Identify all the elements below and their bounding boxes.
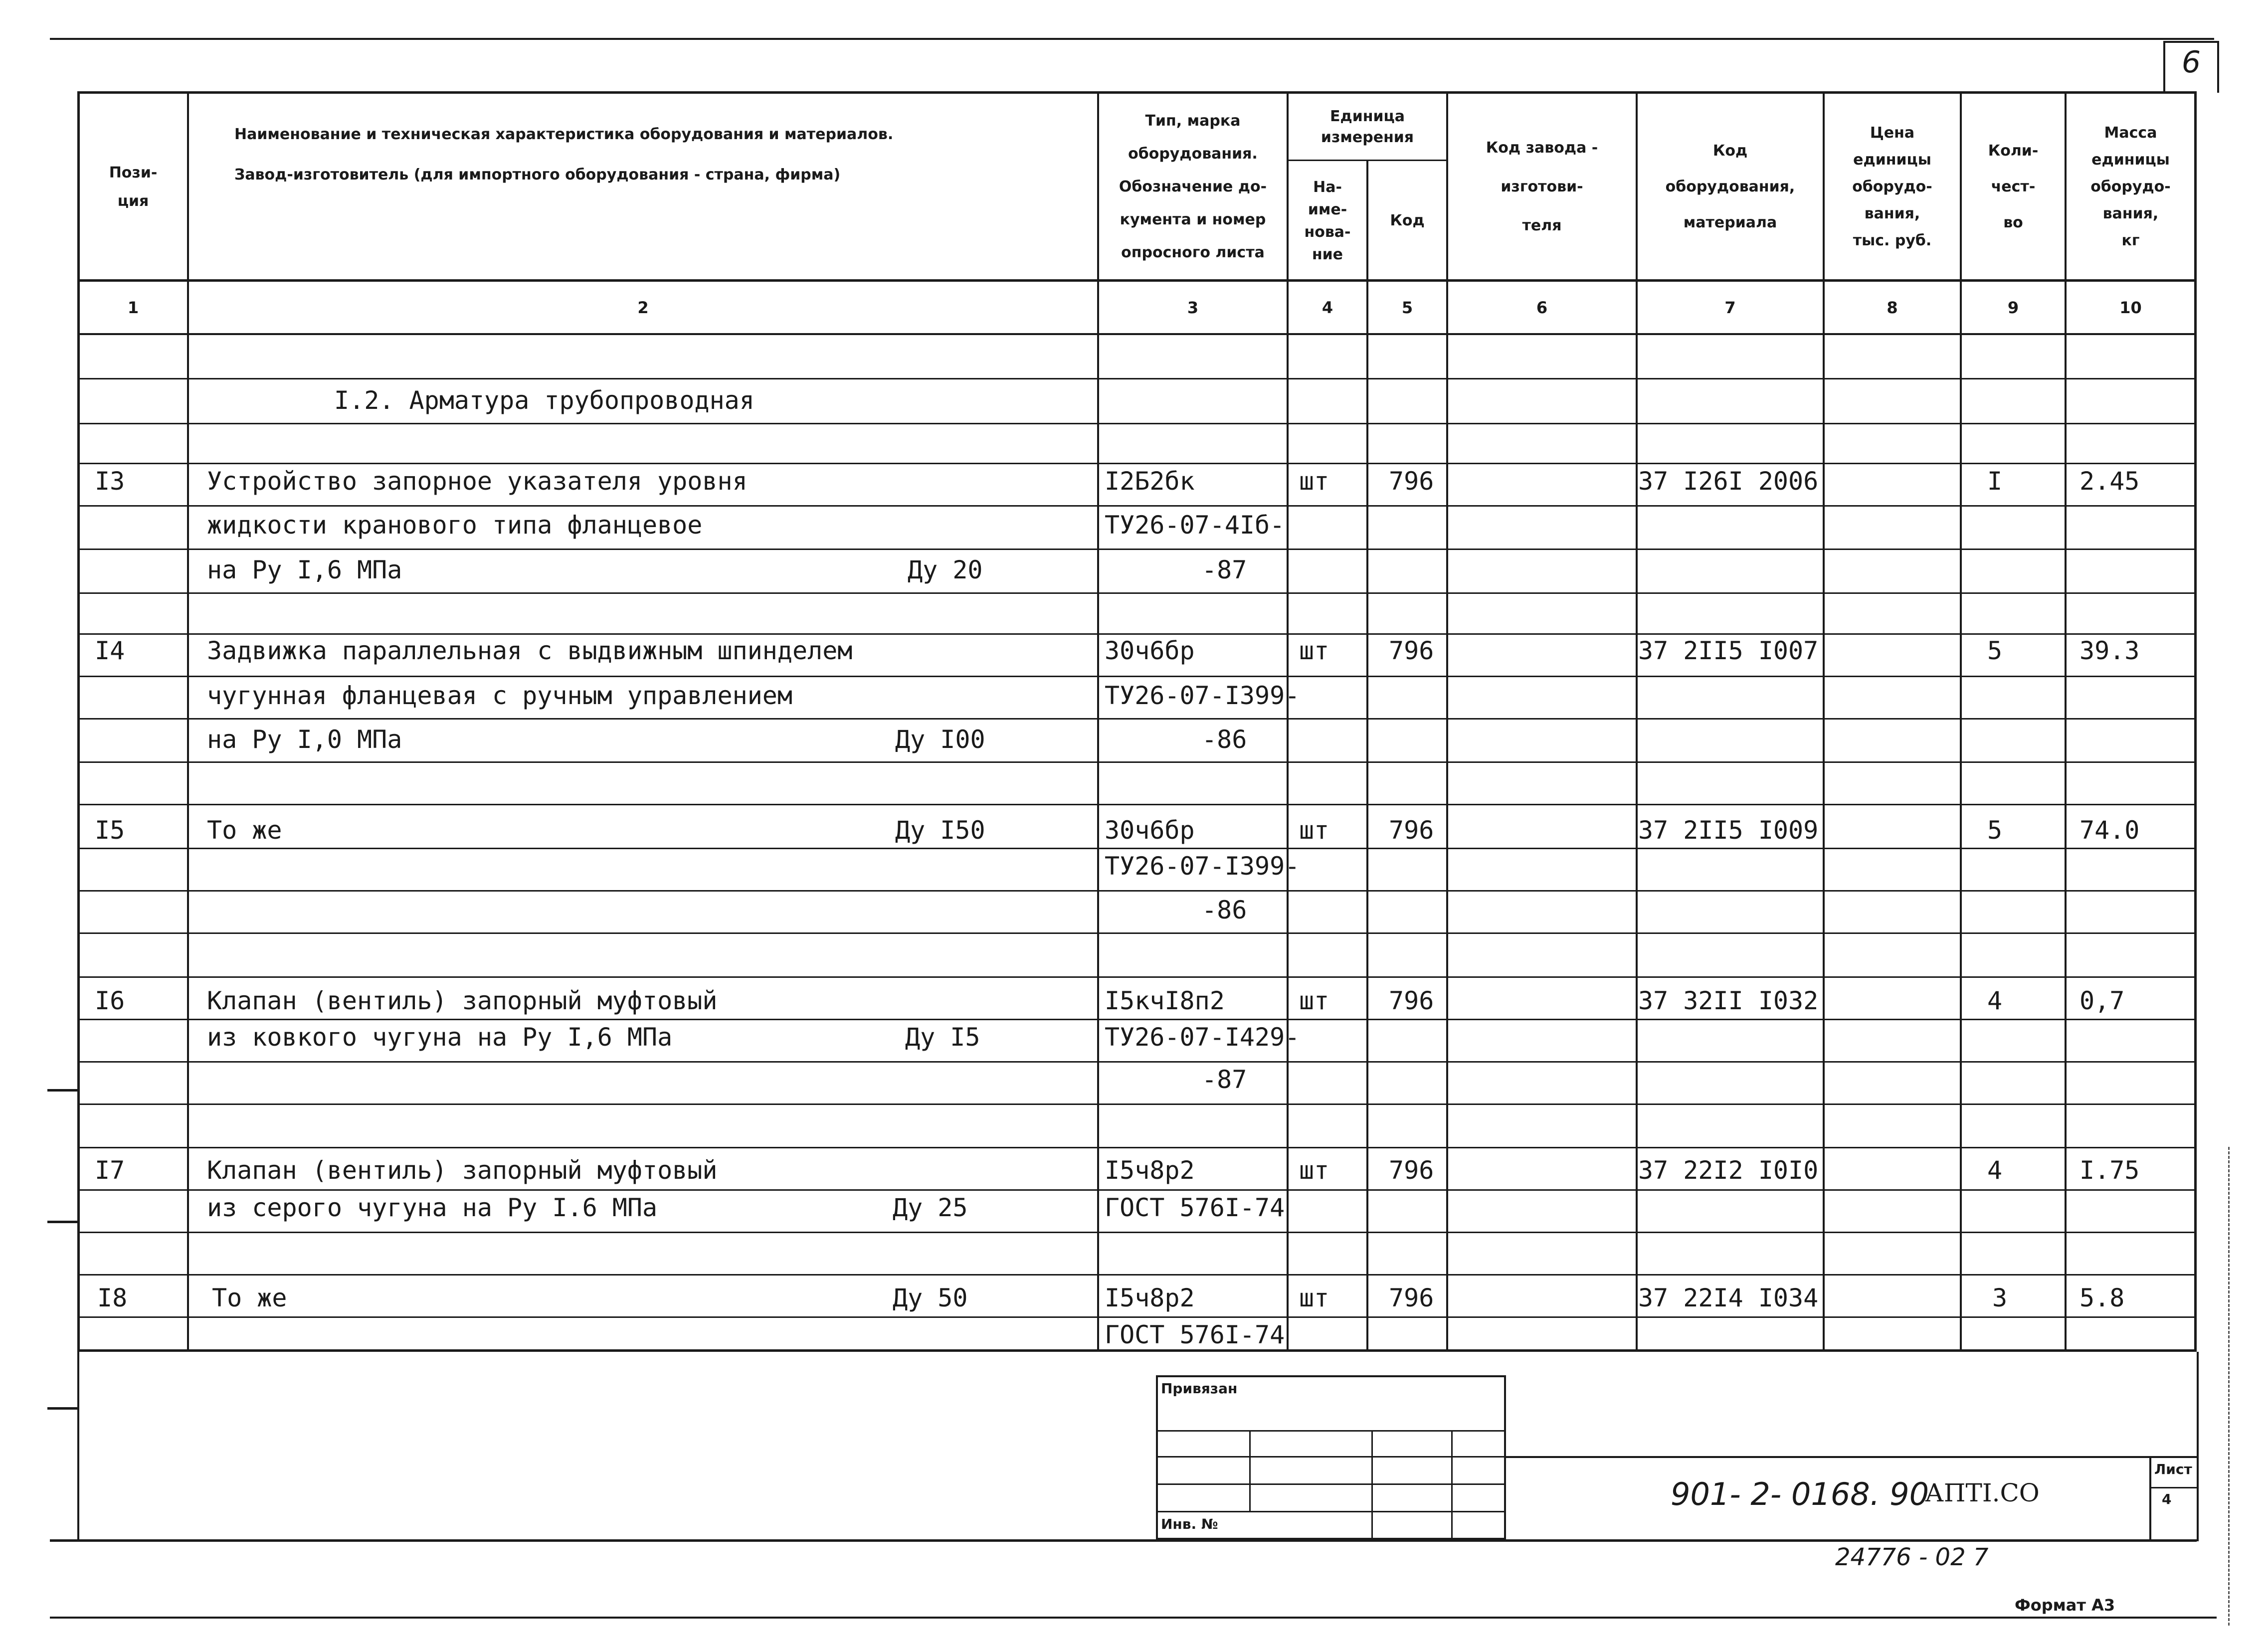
item-code: 37 32II I032 <box>1638 986 1819 1015</box>
item-type: ТУ26-07-I399- <box>1105 681 1300 710</box>
column-number: 5 <box>1401 298 1413 317</box>
column-number: 4 <box>1322 298 1333 317</box>
item-type: I5ч8р2 <box>1105 1156 1195 1185</box>
row-line <box>77 1189 2197 1191</box>
item-quantity: 5 <box>1987 636 2003 665</box>
item-quantity: 5 <box>1987 816 2003 845</box>
stamp-list-divider <box>2149 1456 2151 1541</box>
item-unit-code: 796 <box>1389 986 1434 1015</box>
right-dashed-edge <box>2228 1147 2230 1626</box>
margin-tick <box>47 1407 77 1410</box>
top-border-line <box>50 38 2214 40</box>
item-type: 30ч6бр <box>1105 636 1195 665</box>
item-quantity: 4 <box>1987 1156 2003 1185</box>
item-unit-code: 796 <box>1389 636 1434 665</box>
item-type: ТУ26-07-I399- <box>1105 852 1300 881</box>
item-type: I5ч8р2 <box>1105 1283 1195 1312</box>
item-name-line: Задвижка параллельная с выдвижным шпинделем <box>207 636 853 665</box>
row-line <box>77 976 2197 978</box>
col-line-6 <box>1636 91 1638 1352</box>
frame-right-line <box>2197 1352 2199 1541</box>
margin-tick <box>47 1089 77 1092</box>
row-line <box>77 463 2197 464</box>
frame-bottom-line <box>50 1539 2197 1542</box>
header-quantity: Коли- чест- во <box>1988 142 2039 231</box>
header-name: Наименование и техническая характеристика оборудования и материалов. Завод-изготовитель (для импортного оборудования - страна, фирма) <box>234 126 894 183</box>
item-type: -87 <box>1202 1065 1247 1094</box>
item-position: I5 <box>95 816 125 845</box>
col-line-4 <box>1366 160 1368 1352</box>
header-unit-code: Код <box>1390 212 1425 229</box>
item-unit-code: 796 <box>1389 816 1434 845</box>
col-line-8 <box>1960 91 1962 1352</box>
item-unit-code: 796 <box>1389 467 1434 496</box>
binding-stamp-vline <box>1371 1430 1373 1540</box>
item-type: 30ч6бр <box>1105 816 1195 845</box>
item-type: ТУ26-07-4Iб- <box>1105 511 1285 540</box>
list-number: 4 <box>2162 1491 2172 1507</box>
item-name-line: То же <box>212 1283 287 1312</box>
binding-stamp-vline <box>1451 1430 1453 1540</box>
row-line <box>77 1232 2197 1233</box>
column-number: 1 <box>127 298 139 317</box>
header-plant-code: Код завода - изготови- теля <box>1486 139 1598 234</box>
row-line <box>77 1103 2197 1105</box>
item-du: Ду 25 <box>893 1193 968 1222</box>
item-unit: шт <box>1299 1156 1329 1185</box>
header-mass: Масса единицы оборудо- вания, кг <box>2090 124 2171 249</box>
item-du: Ду I5 <box>905 1023 980 1052</box>
binding-stamp-box <box>1156 1375 1506 1540</box>
item-mass: 74.0 <box>2079 816 2140 845</box>
row-line <box>77 378 2197 379</box>
bottom-border-line <box>50 1617 2217 1619</box>
item-name-line: из ковкого чугуна на Ру I,6 МПа <box>207 1023 673 1052</box>
frame-left-line <box>77 1352 79 1541</box>
item-name-line: Клапан (вентиль) запорный муфтовый <box>207 1156 718 1185</box>
item-position: I8 <box>97 1283 128 1312</box>
item-mass: 0,7 <box>2079 986 2125 1015</box>
item-name-line: То же <box>207 816 282 845</box>
row-line <box>77 676 2197 677</box>
item-name-line: Устройство запорное указателя уровня <box>207 467 748 496</box>
row-line <box>77 1316 2197 1318</box>
item-name-line: жидкости кранового типа фланцевое <box>207 511 703 540</box>
row-line <box>77 761 2197 763</box>
item-position: I6 <box>95 986 125 1015</box>
row-line <box>77 505 2197 507</box>
item-unit: шт <box>1299 1283 1329 1312</box>
binding-label: Привязан <box>1161 1380 1238 1397</box>
header-type: Тип, марка оборудования. Обозначение до- кумента и номер опросного листа <box>1119 112 1267 261</box>
list-label: Лист <box>2154 1461 2192 1477</box>
row-line <box>77 1019 2197 1020</box>
item-du: Ду I50 <box>895 816 985 845</box>
item-name-line: на Ру I,6 МПа <box>207 555 402 584</box>
item-type: ГОСТ 576I-74 <box>1105 1193 1285 1222</box>
binding-stamp-line <box>1156 1511 1506 1512</box>
col-line-5 <box>1446 91 1448 1352</box>
inventory-label: Инв. № <box>1161 1516 1218 1532</box>
column-number: 8 <box>1887 298 1898 317</box>
format-label: Формат А3 <box>2015 1596 2115 1615</box>
binding-stamp-line <box>1156 1456 1506 1458</box>
item-code: 37 2II5 I007 <box>1638 636 1819 665</box>
item-unit: шт <box>1299 636 1329 665</box>
section-title: I.2. Арматура трубопроводная <box>334 386 755 415</box>
item-type: ГОСТ 576I-74 <box>1105 1320 1285 1349</box>
row-line <box>77 423 2197 424</box>
item-type: -86 <box>1202 896 1247 924</box>
column-number: 6 <box>1536 298 1548 317</box>
item-du: Ду 50 <box>893 1283 968 1312</box>
col-line-1 <box>187 91 189 1352</box>
row-line <box>77 718 2197 720</box>
item-unit: шт <box>1299 986 1329 1015</box>
binding-stamp-vline <box>1249 1430 1251 1511</box>
item-code: 37 22I4 I034 <box>1638 1283 1819 1312</box>
row-line <box>77 1147 2197 1148</box>
item-type: I2Б2бк <box>1105 467 1195 496</box>
row-line <box>77 592 2197 594</box>
row-line <box>77 932 2197 934</box>
stamp-top-line <box>1506 1456 2197 1458</box>
header-price: Цена единицы оборудо- вания, тыс. руб. <box>1852 124 1932 249</box>
item-code: 37 I26I 2006 <box>1638 467 1819 496</box>
binding-stamp-line <box>1156 1483 1506 1485</box>
row-line <box>77 549 2197 550</box>
item-type: I5кчI8п2 <box>1105 986 1225 1015</box>
col-line-9 <box>2065 91 2067 1352</box>
col-line-7 <box>1823 91 1825 1352</box>
binding-stamp-line <box>1156 1430 1506 1432</box>
sheet-number: 6 <box>2181 45 2201 80</box>
header-unit-name: На- име- нова- ние <box>1304 178 1351 263</box>
row-line <box>77 848 2197 849</box>
header-equipment-code: Код оборудования, материала <box>1665 142 1795 231</box>
col-line-2 <box>1097 91 1099 1352</box>
item-mass: I.75 <box>2079 1156 2140 1185</box>
item-type: -86 <box>1202 725 1247 754</box>
item-unit-code: 796 <box>1389 1156 1434 1185</box>
column-number: 9 <box>2007 298 2019 317</box>
item-name-line: из серого чугуна на Ру I.6 МПа <box>207 1193 658 1222</box>
item-mass: 39.3 <box>2079 636 2140 665</box>
item-name-line: чугунная фланцевая с ручным управлением <box>207 681 792 710</box>
row-line <box>77 890 2197 892</box>
document-suffix: АПТI.СО <box>1925 1478 2040 1507</box>
header-position: Пози- ция <box>109 164 158 210</box>
row-line <box>77 1061 2197 1063</box>
header-unit-group: Единица измерения <box>1321 108 1414 146</box>
item-quantity: I <box>1987 467 2003 496</box>
margin-tick <box>47 1221 77 1223</box>
column-number-line <box>77 333 2197 335</box>
row-line <box>77 804 2197 805</box>
item-name-line: Клапан (вентиль) запорный муфтовый <box>207 986 718 1015</box>
item-position: I3 <box>95 467 125 496</box>
item-name-line: на Ру I,0 МПа <box>207 725 402 754</box>
item-mass: 2.45 <box>2079 467 2140 496</box>
archive-number: 24776 - 02 7 <box>1835 1543 1989 1571</box>
item-du: Ду 20 <box>908 555 983 584</box>
row-line <box>77 633 2197 635</box>
item-unit: шт <box>1299 816 1329 845</box>
column-number: 10 <box>2119 298 2142 317</box>
item-mass: 5.8 <box>2079 1283 2125 1312</box>
column-number: 2 <box>637 298 649 317</box>
document-code: 901- 2- 0168. 90 <box>1671 1476 1929 1512</box>
item-unit: шт <box>1299 467 1329 496</box>
item-du: Ду I00 <box>895 725 985 754</box>
item-position: I4 <box>95 636 125 665</box>
column-number: 3 <box>1187 298 1199 317</box>
item-type: -87 <box>1202 555 1247 584</box>
item-code: 37 22I2 I0I0 <box>1638 1156 1819 1185</box>
item-code: 37 2II5 I009 <box>1638 816 1819 845</box>
column-number: 7 <box>1724 298 1736 317</box>
row-line <box>77 1274 2197 1276</box>
col-line-3 <box>1287 91 1289 1352</box>
item-type: ТУ26-07-I429- <box>1105 1023 1300 1052</box>
item-position: I7 <box>95 1156 125 1185</box>
item-quantity: 4 <box>1987 986 2003 1015</box>
item-unit-code: 796 <box>1389 1283 1434 1312</box>
stamp-list-line <box>2149 1487 2197 1488</box>
item-quantity: 3 <box>1992 1283 2008 1312</box>
